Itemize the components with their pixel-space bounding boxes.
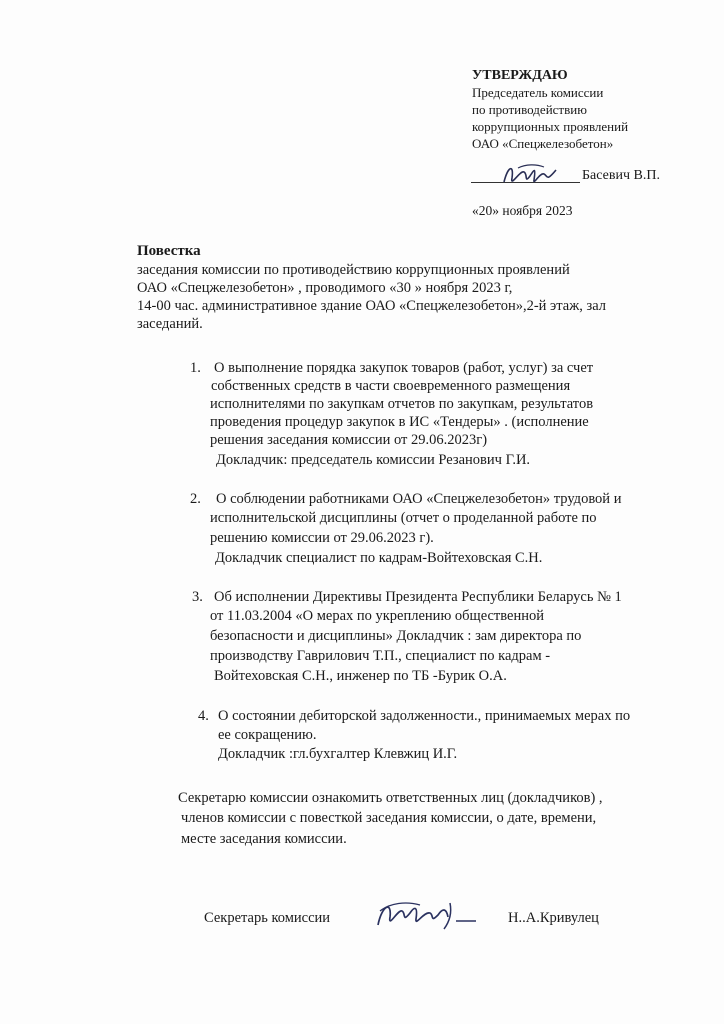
agenda-item-speaker: Докладчик :гл.бухгалтер Клевжиц И.Г. (218, 746, 458, 762)
agenda-item-line: решению комиссии от 29.06.2023 г). (210, 530, 434, 546)
agenda-item-line: О соблюдении работниками ОАО «Спецжелезобетон» трудовой и (216, 491, 622, 507)
approval-title: УТВЕРЖДАЮ (472, 68, 568, 83)
agenda-item-line: производству Гаврилович Т.П., специалист по кадрам - (210, 648, 551, 664)
agenda-intro-line: ОАО «Спецжелезобетон» , проводимого «30 » ноября 2023 г, (137, 280, 513, 296)
agenda-intro-line: заседания комиссии по противодействию коррупционных проявлений (137, 262, 570, 278)
agenda-item-number: 1. (190, 360, 201, 376)
agenda-item-number: 2. (190, 491, 201, 507)
agenda-item-number: 4. (198, 708, 209, 724)
agenda-item-speaker: Докладчик: председатель комиссии Резанович Г.И. (216, 452, 531, 468)
agenda-item-line: безопасности и дисциплины» Докладчик : зам директора по (210, 628, 582, 644)
agenda-item-line: решения заседания комиссии от 29.06.2023г) (210, 432, 488, 448)
agenda-item-line: Войтеховская С.Н., инженер по ТБ -Бурик О.А. (214, 668, 507, 684)
approval-signer: Басевич В.П. (582, 168, 660, 183)
agenda-item-line: от 11.03.2004 «О мерах по укреплению общественной (210, 608, 544, 624)
instruction-line: месте заседания комиссии. (181, 831, 347, 847)
approval-signature (500, 158, 560, 192)
agenda-item-line: исполнительской дисциплины (отчет о проделанной работе по (210, 510, 597, 526)
secretary-label: Секретарь комиссии (204, 910, 331, 926)
agenda-intro-line: заседаний. (137, 316, 203, 332)
agenda-item-number: 3. (192, 589, 203, 605)
agenda-item-line: ее сокращению. (218, 727, 317, 743)
agenda-title: Повестка (137, 243, 201, 259)
approval-line: ОАО «Спецжелезобетон» (472, 136, 614, 151)
agenda-item-line: О состоянии дебиторской задолженности., принимаемых мерах по (218, 708, 631, 724)
instruction-line: Секретарю комиссии ознакомить ответственных лиц (докладчиков) , (178, 790, 603, 806)
approval-date: «20» ноября 2023 (472, 203, 573, 218)
agenda-item-line: проведения процедур закупок в ИС «Тендеры» . (исполнение (210, 414, 589, 430)
instruction-line: членов комиссии с повесткой заседания комиссии, о дате, времени, (181, 810, 597, 826)
approval-line: по противодействию (472, 102, 587, 117)
secretary-name: Н..А.Кривулец (508, 910, 599, 926)
agenda-item-line: О выполнение порядка закупок товаров (работ, услуг) за счет (214, 360, 594, 376)
agenda-item-speaker: Докладчик специалист по кадрам-Войтеховская С.Н. (215, 550, 543, 566)
approval-line: коррупционных проявлений (472, 119, 629, 134)
agenda-intro-line: 14-00 час. административное здание ОАО «Спецжелезобетон»,2-й этаж, зал (137, 298, 607, 314)
approval-line: Председатель комиссии (472, 85, 604, 100)
agenda-item-line: Об исполнении Директивы Президента Республики Беларусь № 1 (214, 589, 622, 605)
secretary-signature (372, 895, 482, 935)
agenda-item-line: собственных средств в части своевременного размещения (211, 378, 571, 394)
agenda-item-line: исполнителями по закупкам отчетов по закупкам, результатов (210, 396, 594, 412)
